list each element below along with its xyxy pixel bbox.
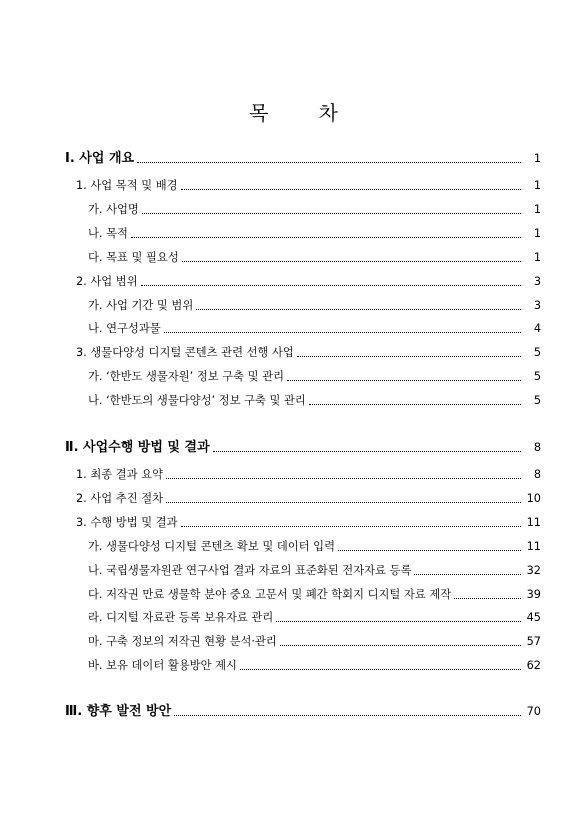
toc-label: 1. 최종 결과 요약	[76, 468, 164, 481]
toc-item[interactable]	[0, 342, 587, 360]
toc-subitem[interactable]	[0, 247, 587, 265]
toc-page: 57	[526, 635, 541, 648]
toc-subitem[interactable]	[0, 295, 587, 313]
toc-label: 바. 보유 데이터 활용방안 제시	[88, 659, 237, 672]
toc-page: 1	[533, 203, 541, 216]
leader-dots	[213, 451, 521, 452]
toc-page: 70	[526, 705, 541, 718]
leader-dots	[287, 380, 521, 381]
toc-label: Ⅲ. 향후 발전 방안	[65, 704, 172, 719]
leader-dots	[196, 309, 521, 310]
toc-label: 가. ‘한반도 생물자원’ 정보 구축 및 관리	[88, 370, 285, 383]
toc-label: 가. 사업 기간 및 범위	[88, 299, 194, 312]
toc-page: 5	[533, 346, 541, 359]
leader-dots	[141, 285, 521, 286]
toc-page: 4	[533, 322, 541, 335]
toc-subitem[interactable]	[0, 584, 587, 602]
leader-dots	[276, 621, 521, 622]
toc-label: 나. 목적	[88, 227, 128, 240]
leader-dots	[297, 356, 521, 357]
toc-page: 11	[526, 516, 541, 529]
toc-item[interactable]	[0, 512, 587, 530]
toc-page: 1	[533, 179, 541, 192]
toc-label: 라. 디지털 자료관 등록 보유자료 관리	[88, 611, 274, 624]
toc-page: 10	[526, 492, 541, 505]
toc-page: 1	[533, 152, 541, 165]
toc-subitem[interactable]	[0, 223, 587, 241]
toc-label: 마. 구축 정보의 저작권 현황 분석·관리	[88, 635, 277, 648]
toc-label: 나. ‘한반도의 생물다양성’ 정보 구축 및 관리	[88, 394, 306, 407]
toc-item[interactable]	[0, 271, 587, 289]
toc-page: 1	[533, 227, 541, 240]
toc-subitem[interactable]	[0, 390, 587, 408]
toc-label: 가. 사업명	[88, 203, 139, 216]
leader-dots	[454, 598, 521, 599]
toc-item[interactable]	[0, 464, 587, 482]
leader-dots	[166, 502, 521, 503]
toc-subitem[interactable]	[0, 366, 587, 384]
toc-section-3[interactable]	[0, 701, 587, 719]
toc-label: Ⅰ. 사업 개요	[65, 151, 135, 166]
toc-label: 2. 사업 추진 절차	[76, 492, 164, 505]
leader-dots	[240, 669, 521, 670]
leader-dots	[166, 478, 521, 479]
leader-dots	[338, 550, 521, 551]
toc-page: 5	[533, 394, 541, 407]
toc-item[interactable]	[0, 175, 587, 193]
leader-dots	[181, 526, 521, 527]
toc-page: 62	[526, 659, 541, 672]
toc-subitem[interactable]	[0, 536, 587, 554]
toc-label: 1. 사업 목적 및 배경	[76, 179, 178, 192]
toc-page: 32	[526, 564, 541, 577]
toc-label: 가. 생물다양성 디지털 콘텐츠 확보 및 데이터 입력	[88, 540, 335, 553]
toc-page: 3	[533, 299, 541, 312]
leader-dots	[142, 213, 521, 214]
toc-subitem[interactable]	[0, 631, 587, 649]
toc-subitem[interactable]	[0, 655, 587, 673]
toc-page: 45	[526, 611, 541, 624]
leader-dots	[181, 189, 521, 190]
toc-subitem[interactable]	[0, 560, 587, 578]
page-title: 목 차	[249, 101, 360, 125]
toc-label: 나. 연구성과물	[88, 322, 161, 335]
toc-page: 3	[533, 275, 541, 288]
leader-dots	[174, 715, 521, 716]
leader-dots	[131, 237, 521, 238]
leader-dots	[164, 332, 521, 333]
toc-label: 2. 사업 범위	[76, 275, 138, 288]
leader-dots	[414, 574, 521, 575]
toc-page: 8	[533, 441, 541, 454]
leader-dots	[182, 261, 521, 262]
toc-section-1[interactable]	[0, 148, 587, 166]
leader-dots	[280, 645, 521, 646]
toc-label: 다. 목표 및 필요성	[88, 251, 179, 264]
toc-page: 1	[533, 251, 541, 264]
toc-page: 11	[526, 540, 541, 553]
toc-section-2[interactable]	[0, 437, 587, 455]
toc-label: 다. 저작권 만료 생물학 분야 중요 고문서 및 폐간 학회지 디지털 자료 제작	[88, 588, 452, 601]
toc-subitem[interactable]	[0, 318, 587, 336]
toc-label: Ⅱ. 사업수행 방법 및 결과	[65, 440, 210, 455]
toc-label: 3. 수행 방법 및 결과	[76, 516, 178, 529]
toc-item[interactable]	[0, 488, 587, 506]
toc-label: 나. 국립생물자원관 연구사업 결과 자료의 표준화된 전자자료 등록	[88, 564, 412, 577]
toc-subitem[interactable]	[0, 607, 587, 625]
toc-page: 5	[533, 370, 541, 383]
leader-dots	[309, 404, 521, 405]
toc-page: 39	[526, 588, 541, 601]
toc-subitem[interactable]	[0, 199, 587, 217]
toc-label: 3. 생물다양성 디지털 콘텐츠 관련 선행 사업	[76, 346, 294, 359]
toc-page: 8	[533, 468, 541, 481]
leader-dots	[137, 162, 521, 163]
